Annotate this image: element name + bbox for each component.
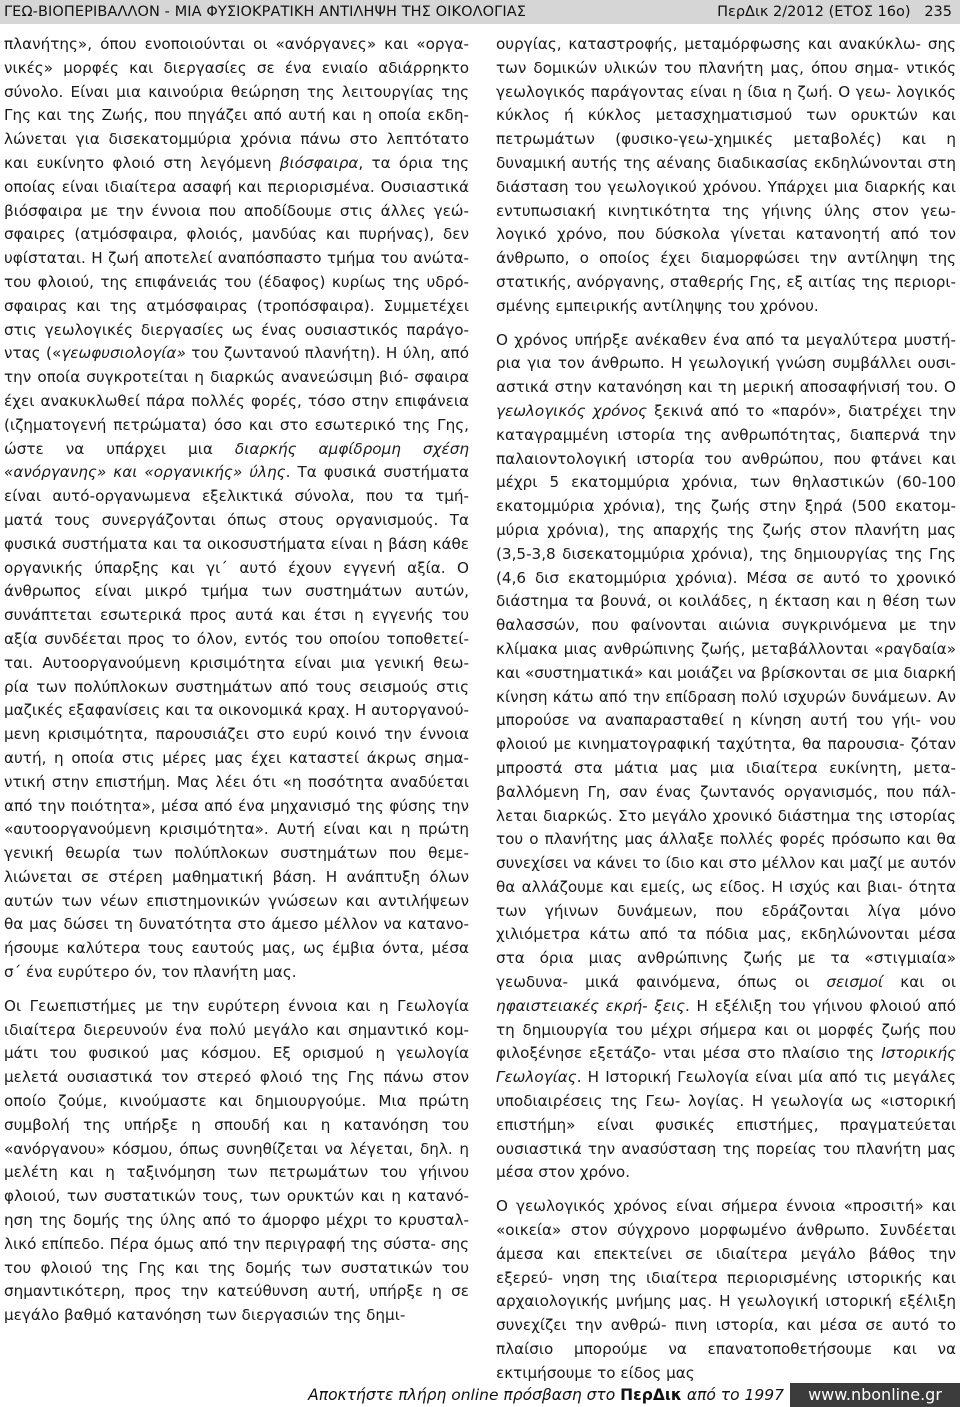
paragraph	[496, 33, 956, 319]
paragraph	[496, 1195, 956, 1385]
footer-text: Αποκτήστε πλήρη online πρόσβαση στο	[308, 1386, 621, 1404]
text-run: . Τα φυσικά συστήματα είναι αυτό-οργανωμενα εξελικτικά σύνολα, που τα τμή- ματά τους συνεργάζονται όπως στους οργανισμούς. Τα φυσικά συστήματα και τα οικοσυστήματα είναι η βάση κάθε οργανικής ύπαρξης και γι΄ αυτό έχουν εγγενή αξία. Ο άνθρωπος είναι μικρό τμήμα των συστημάτων αυτών, συνάπτεται εσωτερικά προς αυτά και έτσι η εγγενής του αξία συνδέεται προς το όλον, εντός του οποίου τοποθετεί- ται. Αυτοοργανούμενη κρισιμότητα είναι μια γενική θεω- ρία των πολύπλοκων συστημάτων από τους σεισμούς στις μαζικές εξαφανίσεις και τα οικονομικά κραχ. Η αυτοργανού- μενη κρισιμότητα, παρουσιάζει στο ευρύ κοινό την έννοια αυτή, η οποία στις μέρες μας έχει καταστεί άκρως σημα- ντική στην επιστήμη. Μας λέει ότι «η ποσότητα αναδύεται από την ποιότητα», μέσα από ένα μηχανισμό της φύσης την «αυτοοργανούμενη κρισιμότητα». Αυτή είναι και η πρώτη γενική θεωρία των πολύπλοκων συστημάτων που θεμε- λιώνεται σε στέρεη μαθηματική βάση. Η ανάπτυξη όλων αυτών των νέων επιστημονικών γνώσεων και αντιλήψεων θα μας δώσει τη δυνατότητα στο άμεσο μέλλον να κατανο- ήσουμε καλύτερα τους εαυτούς μας, ως έμβια όντα, μέσα σ΄ ένα ευρύτερο όν, τον πλανήτη μας.	[4, 463, 469, 982]
italic-term: γεωφυσιολογία»	[61, 344, 186, 363]
right-column	[496, 33, 956, 1386]
text-run: Ο γεωλογικός χρόνος είναι σήμερα έννοια «προσιτή» και «οικεία» στον σύγχρονο μορφωμένο άνθρωπο. Συνδέεται άμεσα και επεκτείνει σε ιδιαίτερα μεγάλο βάθος την εξερεύ- νηση της ιδιαίτερα περιορισμένης ιστορικής και αρχαιολογικής μνήμης μας. Η γεωλογική ιστορική εξέλιξη συνεχίζει την ανθρώ- πινη ιστορία, και μέσα σε αυτό το πλαίσιο μπορούμε να επανατοποθετήσουμε και να εκτιμήσουμε το είδος μας	[496, 1197, 956, 1382]
paragraph	[4, 995, 469, 1328]
paragraph	[496, 329, 956, 1186]
text-run: Ο χρόνος υπήρξε ανέκαθεν ένα από τα μεγαλύτερα μυστή- ρια για τον άνθρωπο. Η γεωλογική γνώση συμβάλλει ουσι- αστικά στην κατανόηση και τη μερική αποσαφήνισή του. Ο	[496, 330, 956, 397]
text-run: ξεκινά από το «παρόν», διατρέχει την καταγραμμένη ιστορία της ανθρωπότητας, διαπερνά την παλαιοντολογική ιστορία του ανθρώπου, που φτάνει και μέχρι 5 εκατομμύρια χρόνια, των θηλαστικών (60-100 εκατομμύρια χρόνια), της ζωής στην ξηρά (500 εκατομ- μύρια χρόνια), της απαρχής της ζωής στον πλανήτη μας (3,5-3,8 δισεκατομμύρια χρόνια), της δημιουργίας της Γης (4,6 δισ εκατομμύρια χρόνια). Μέσα σε αυτό το χρονικό διάστημα τα βουνά, οι κοιλάδες, η έκταση και η θέση των θαλασσών, που φαίνονται αιώνια συγκρινόμενα με την κλίμακα μιας ανθρώπινης ζωής, μεταβάλλονται «ραγδαία» και «συστηματικά» και μοιάζει να βρίσκονται σε μια διαρκή κίνηση κάτω από την επίδραση πολύ ισχυρών δυνάμεων. Αν μπορούσε να αναπαρασταθεί η κίνηση αυτή του γήι- νου φλοιού με κινηματογραφική ταχύτητα, θα παρουσια- ζόταν μπροστά στα μάτια μας μια ιδιαίτερα ευκίνητη, μετα- βαλλόμενη Γη, σαν ένας ζωντανός οργανισμός, που πάλ- λεται διαρκώς. Στο μεγάλο χρονικό διάστημα της ιστορίας του ο πλανήτης μας άλλαξε πολλές φορές πρόσωπο και θα συνεχίσει να κάνει το ίδιο και στο μέλλον και μαζί με αυτόν θα αλλάζουμε και εμείς, ως είδος. Η ισχύς και βιαι- ότητα των γήινων δυνάμεων, που εδράζονται λίγα μόνο χιλιόμετρα κάτω από τα πόδια μας, εκδηλώνονται μέσα στα όρια μιας ανθρώπινης ζωής με τα «στιγμιαία» γεωδυνα- μικά φαινόμενα, όπως οι	[496, 401, 957, 992]
footer-promo	[308, 1383, 784, 1407]
italic-term: βιόσφαιρα	[279, 153, 359, 172]
website-link[interactable]: www.nbonline.gr	[790, 1383, 960, 1407]
text-run: του ζωντανού πλανήτη). Η ύλη, από την οποία συγκροτείται η διαρκώς ανανεώσιμη βιό- σφαιρα έχει ανακυκλωθεί πάρα πολλές φορές, τόσο στην επιφάνεια (ιζηματογενή πετρώματα) όσο και στο εσωτερικό της Γης, ώστε να υπάρχει μια	[4, 344, 469, 458]
italic-term: ηφαιστειακές εκρή- ξεις	[496, 996, 686, 1015]
text-run: . Η Ιστορική Γεωλογία είναι μία από τις μεγάλες υποδιαιρέσεις της Γεω- λογίας. Η γεωλογία ως «ιστορική επιστήμη» είναι φυσικές επιστήμες, πραγματεύεται ουσιαστικά την ανασύσταση της πορείας του πλανήτη μας μέσα στον χρόνο.	[496, 1068, 956, 1182]
paragraph	[4, 33, 469, 985]
italic-term: Ιστορικής Γεωλογίας	[496, 1044, 956, 1087]
left-column	[4, 33, 469, 1328]
footer-brand: ΠερΔικ	[620, 1386, 682, 1404]
italic-term: γεωλογικός χρόνος	[496, 401, 648, 420]
text-run: Οι Γεωεπιστήμες με την ευρύτερη έννοια και η Γεωλογία ιδιαίτερα διερευνούν ένα πολύ μεγάλο και σημαντικό κομ- μάτι του φυσικού μας κόσμου. Εξ ορισμού η γεωλογία μελετά ουσιαστικά τον στερεό φλοιό της Γης πάνω στον οποίο ζούμε, κινούμαστε και δημιουργούμε. Μια πρώτη συμβολή της υπήρξε η σπουδή και η κατανόηση του «ανόργανου» κόσμου, όπως συνηθίζεται να λέγεται, δηλ. η μελέτη και η ταξινόμηση των πετρωμάτων του γήινου φλοιού, των συστατικών τους, των ορυκτών και η κατανό- ηση της δομής της ύλης από το άμορφο μέχρι το κρυσταλ- λικό επίπεδο. Πέρα όμως από την περιγραφή της σύστα- σης του φλοιού της Γης και της δομής των συστατικών του σημαντικότερη, προς την κατεύθυνση αυτή, υπήρξε η σε μεγάλο βαθμό κατανόηση των διεργασιών της δημι-	[4, 996, 469, 1325]
text-run: και οι	[883, 973, 956, 992]
header-issue: ΠερΔικ 2/2012 (ΕΤΟΣ 16ο)	[717, 4, 911, 20]
footer-text: από το 1997	[681, 1386, 784, 1404]
text-run: , τα όρια της οποίας είναι ιδιαίτερα ασαφή και περιορισμένα. Ουσιαστικά βιόσφαιρα με την έννοια που αποδίδουμε στις άλλες γεώ- σφαιρες (ατμόσφαιρα, φλοιός, μανδύας και πυρήνας), δεν υφίσταται. Η ζωή αποτελεί αναπόσπαστο τμήμα του ανώτα- του φλοιού, της επιφάνειάς του (έδαφος) κυρίως της υδρό- σφαιρας και της ατμόσφαιρας (τροπόσφαιρα). Συμμετέχει στις γεωλογικές διεργασίες ως ένας ουσιαστικός παράγο- ντας («	[4, 153, 469, 363]
italic-term: διαρκής αμφίδρομη σχέση «ανόργανης» και «οργανικής» ύλης	[4, 439, 469, 482]
header-title: ΓΕΩ-ΒΙΟΠΕΡΙΒΑΛΛΟΝ - ΜΙΑ ΦΥΣΙΟΚΡΑΤΙΚΗ ΑΝΤΙΛΗΨΗ ΤΗΣ ΟΙΚΟΛΟΓΙΑΣ	[4, 4, 527, 20]
footer	[0, 1383, 960, 1407]
text-run: . Η εξέλιξη του γήινου φλοιού από τη δημιουργία του μέχρι σήμερα και οι μορφές ζωής που φιλοξένησε εξετάζο- νται μέσα στο πλαίσιο της	[496, 996, 956, 1063]
page-number: 235	[924, 4, 952, 20]
header-issue-page	[717, 0, 952, 24]
text-run: ουργίας, καταστροφής, μεταμόρφωσης και ανακύκλω- σης των δομικών υλικών του πλανήτη μας, όπου σημα- ντικός γεωλογικός παράγοντας είναι η ίδια η ζωή. Ο γεω- λογικός κύκλος ή κύκλος μετασχηματισμού των ορυκτών και πετρωμάτων (φυσικο-γεω-χημικές μεταβολές) και η δυναμική αυτής της αέναης διαδικασίας εκδηλώνονται στη διάσταση του γεωλογικού χρόνου. Υπάρχει μια διαρκής και εντυπωσιακή κινητικότητα της γήινης ύλης στον γεω- λογικό χρόνο, που δύσκολα γίνεται κατανοητή από τον άνθρωπο, ο οποίος έχει διαμορφώσει την αντίληψη της στατικής, ανόργανης, σταθερής Γης, εξ αιτίας της περιορι- σμένης εμπειρικής αντίληψης του χρόνου.	[496, 35, 956, 315]
running-header	[0, 0, 960, 24]
italic-term: σεισμοί	[826, 973, 884, 992]
text-run: πλανήτης», όπου ενοποιούνται οι «ανόργανες» και «οργα- νικές» μορφές και διεργασίες σε ένα ενιαίο αδιάρρηκτο σύνολο. Είναι μια καινούρια θεώρηση της λειτουργίας της Γης και της Ζωής, που πηγάζει από αυτή και η οποία εκδη- λώνεται για δισεκατομμύρια χρόνια πάνω στο λεπτότατο και ευκίνητο φλοιό στη λεγόμενη	[4, 35, 469, 172]
